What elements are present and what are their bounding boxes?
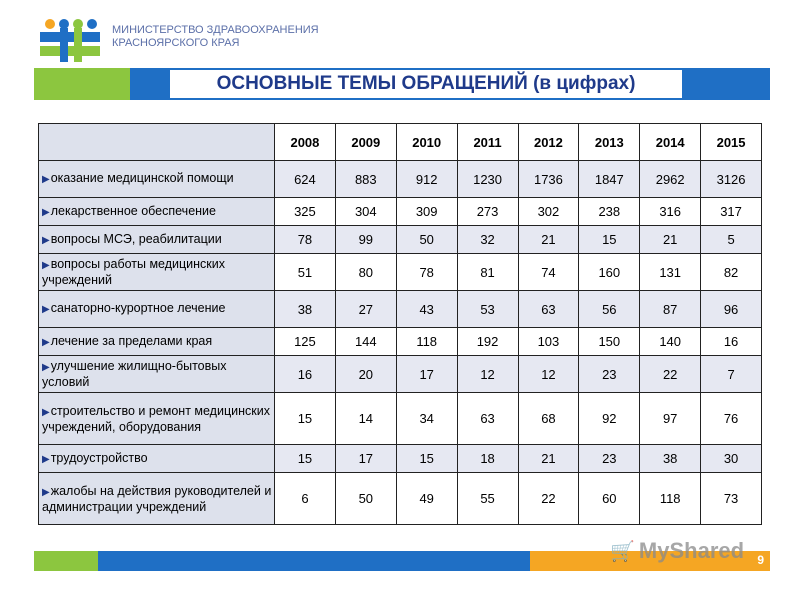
- value-cell: 20: [335, 356, 396, 393]
- row-label: [39, 198, 275, 226]
- value-cell: 1847: [579, 161, 640, 198]
- value-cell: 131: [640, 254, 701, 291]
- table-row: [39, 473, 762, 525]
- value-cell: 87: [640, 291, 701, 328]
- value-cell: 92: [579, 393, 640, 445]
- value-cell: 1230: [457, 161, 518, 198]
- bullet-arrow-icon: ▶: [42, 336, 50, 348]
- value-cell: 81: [457, 254, 518, 291]
- row-label-text: лечение за пределами края: [50, 333, 213, 348]
- footer-blue-segment: [98, 551, 530, 571]
- ministry-name-line2: КРАСНОЯРСКОГО КРАЯ: [112, 37, 240, 49]
- year-header: 2011: [457, 124, 518, 161]
- row-label: [39, 356, 275, 393]
- value-cell: 5: [701, 226, 762, 254]
- bullet-arrow-icon: ▶: [42, 234, 50, 246]
- value-cell: 27: [335, 291, 396, 328]
- value-cell: 16: [275, 356, 336, 393]
- table-body: [39, 161, 762, 525]
- cart-icon: 🛒: [610, 541, 635, 563]
- value-cell: 22: [518, 473, 579, 525]
- value-cell: 15: [275, 445, 336, 473]
- row-label: [39, 161, 275, 198]
- value-cell: 12: [457, 356, 518, 393]
- value-cell: 273: [457, 198, 518, 226]
- value-cell: 63: [518, 291, 579, 328]
- value-cell: 238: [579, 198, 640, 226]
- value-cell: 325: [275, 198, 336, 226]
- value-cell: 74: [518, 254, 579, 291]
- watermark-text: MyShared: [638, 538, 745, 563]
- value-cell: 16: [701, 328, 762, 356]
- value-cell: 17: [335, 445, 396, 473]
- value-cell: 78: [396, 254, 457, 291]
- value-cell: 309: [396, 198, 457, 226]
- value-cell: 912: [396, 161, 457, 198]
- row-label: [39, 328, 275, 356]
- slide-title: ОСНОВНЫЕ ТЕМЫ ОБРАЩЕНИЙ (в цифрах): [170, 70, 682, 98]
- table-row: [39, 254, 762, 291]
- value-cell: 103: [518, 328, 579, 356]
- value-cell: 150: [579, 328, 640, 356]
- value-cell: 192: [457, 328, 518, 356]
- table-row: [39, 393, 762, 445]
- appeals-table: [38, 123, 762, 525]
- value-cell: 6: [275, 473, 336, 525]
- value-cell: 51: [275, 254, 336, 291]
- value-cell: 302: [518, 198, 579, 226]
- value-cell: 80: [335, 254, 396, 291]
- value-cell: 624: [275, 161, 336, 198]
- value-cell: 1736: [518, 161, 579, 198]
- year-header: 2015: [701, 124, 762, 161]
- value-cell: 53: [457, 291, 518, 328]
- footer-green-segment: [34, 551, 98, 571]
- row-label: [39, 291, 275, 328]
- value-cell: 56: [579, 291, 640, 328]
- ministry-name: [112, 24, 319, 50]
- value-cell: 60: [579, 473, 640, 525]
- row-label-text: улучшение жилищно-бытовых условий: [42, 359, 227, 389]
- year-header: 2009: [335, 124, 396, 161]
- value-cell: 12: [518, 356, 579, 393]
- value-cell: 99: [335, 226, 396, 254]
- row-label: [39, 254, 275, 291]
- value-cell: 883: [335, 161, 396, 198]
- year-header: 2010: [396, 124, 457, 161]
- value-cell: 125: [275, 328, 336, 356]
- row-label-text: вопросы работы медицинских учреждений: [42, 257, 226, 287]
- row-label: [39, 226, 275, 254]
- value-cell: 23: [579, 356, 640, 393]
- year-header: 2012: [518, 124, 579, 161]
- value-cell: 55: [457, 473, 518, 525]
- year-header: 2014: [640, 124, 701, 161]
- row-label-text: строительство и ремонт медицинских учреждений, оборудования: [42, 403, 270, 434]
- row-label-text: вопросы МСЭ, реабилитации: [50, 231, 222, 246]
- value-cell: 118: [396, 328, 457, 356]
- bullet-arrow-icon: ▶: [42, 206, 50, 218]
- bullet-arrow-icon: ▶: [42, 362, 50, 373]
- year-header: 2013: [579, 124, 640, 161]
- page-number: 9: [757, 553, 764, 567]
- value-cell: 76: [701, 393, 762, 445]
- value-cell: 30: [701, 445, 762, 473]
- year-header: 2008: [275, 124, 336, 161]
- value-cell: 21: [518, 226, 579, 254]
- bullet-arrow-icon: ▶: [42, 174, 50, 185]
- value-cell: 7: [701, 356, 762, 393]
- title-bar: [34, 68, 770, 100]
- bullet-arrow-icon: ▶: [42, 260, 50, 271]
- row-label-text: оказание медицинской помощи: [50, 171, 234, 185]
- value-cell: 317: [701, 198, 762, 226]
- value-cell: 73: [701, 473, 762, 525]
- value-cell: 32: [457, 226, 518, 254]
- value-cell: 160: [579, 254, 640, 291]
- value-cell: 82: [701, 254, 762, 291]
- row-label: [39, 393, 275, 445]
- table-row: [39, 356, 762, 393]
- value-cell: 38: [640, 445, 701, 473]
- table-row: [39, 328, 762, 356]
- value-cell: 23: [579, 445, 640, 473]
- value-cell: 21: [640, 226, 701, 254]
- value-cell: 15: [396, 445, 457, 473]
- row-label-text: лекарственное обеспечение: [50, 203, 216, 218]
- ministry-logo: [40, 18, 100, 62]
- watermark: [610, 538, 744, 564]
- value-cell: 14: [335, 393, 396, 445]
- value-cell: 3126: [701, 161, 762, 198]
- row-label-text: трудоустройство: [50, 450, 148, 465]
- value-cell: 316: [640, 198, 701, 226]
- row-label: [39, 473, 275, 525]
- table-row: [39, 161, 762, 198]
- value-cell: 21: [518, 445, 579, 473]
- bullet-arrow-icon: ▶: [42, 453, 50, 465]
- table-row: [39, 198, 762, 226]
- value-cell: 38: [275, 291, 336, 328]
- bullet-arrow-icon: ▶: [42, 486, 50, 498]
- value-cell: 50: [396, 226, 457, 254]
- table-header-row: [39, 124, 762, 161]
- row-label-text: жалобы на действия руководителей и администрации учреждений: [42, 483, 272, 514]
- value-cell: 140: [640, 328, 701, 356]
- value-cell: 96: [701, 291, 762, 328]
- value-cell: 18: [457, 445, 518, 473]
- value-cell: 304: [335, 198, 396, 226]
- value-cell: 78: [275, 226, 336, 254]
- table-corner-cell: [39, 124, 275, 161]
- ministry-name-line1: МИНИСТЕРСТВО ЗДРАВООХРАНЕНИЯ: [112, 24, 319, 36]
- table-row: [39, 291, 762, 328]
- value-cell: 68: [518, 393, 579, 445]
- value-cell: 17: [396, 356, 457, 393]
- value-cell: 22: [640, 356, 701, 393]
- row-label-text: санаторно-курортное лечение: [50, 301, 226, 315]
- table-row: [39, 445, 762, 473]
- value-cell: 2962: [640, 161, 701, 198]
- value-cell: 118: [640, 473, 701, 525]
- bullet-arrow-icon: ▶: [42, 406, 50, 418]
- value-cell: 97: [640, 393, 701, 445]
- value-cell: 63: [457, 393, 518, 445]
- title-bar-green-segment: [34, 68, 130, 100]
- value-cell: 49: [396, 473, 457, 525]
- value-cell: 144: [335, 328, 396, 356]
- table-row: [39, 226, 762, 254]
- row-label: [39, 445, 275, 473]
- value-cell: 50: [335, 473, 396, 525]
- value-cell: 15: [275, 393, 336, 445]
- value-cell: 34: [396, 393, 457, 445]
- bullet-arrow-icon: ▶: [42, 304, 50, 315]
- value-cell: 43: [396, 291, 457, 328]
- value-cell: 15: [579, 226, 640, 254]
